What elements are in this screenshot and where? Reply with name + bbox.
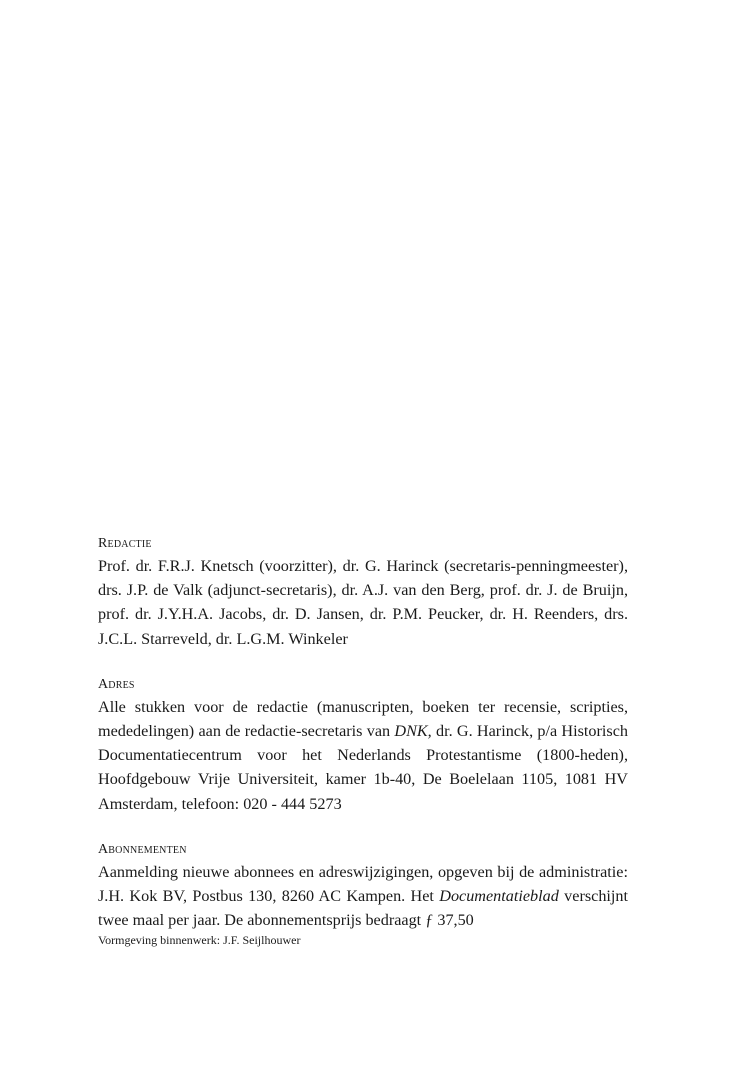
heading-redactie: Redactie	[98, 536, 152, 551]
section-redactie	[98, 534, 628, 651]
colophon-design-credit: Vormgeving binnenwerk: J.F. Seijlhouwer	[98, 933, 301, 947]
text-abonnementen	[98, 860, 628, 933]
heading-abonnementen: Abonnementen	[98, 841, 187, 857]
text-abonnementen-journal: Documentatieblad	[439, 887, 559, 906]
heading-adres: Adres	[98, 676, 135, 692]
text-adres-part2: dr. G. Harinck, p/a Historisch Documentatiecentrum voor het Nederlands Protestantisme (1800-heden), Hoofdgebouw Vrije Universiteit, kamer 1b-40, De Boelelaan 1105, 1081 HV Amsterdam, telefoon: 020 - 444 5273	[98, 722, 628, 813]
text-adres-journal: DNK,	[394, 722, 432, 741]
imprint-block	[98, 534, 628, 956]
text-adres-part1: Alle stukken voor de redactie (manuscripten, boeken ter recensie, scripties, mededelingen) aan de redactie-secretaris van	[98, 697, 628, 741]
section-abonnementen	[98, 840, 628, 933]
text-abonnementen-part1: Aanmelding nieuwe abonnees en adreswijzigingen, opgeven bij de administratie: J.H. Kok BV, Postbus 130, 8260 AC Kampen. Het	[98, 862, 628, 906]
text-redactie: Prof. dr. F.R.J. Knetsch (voorzitter), dr. G. Harinck (secretaris-penningmeester), drs. J.P. de Valk (adjunct-secretaris), dr. A.J. van den Berg, prof. dr. J. de Bruijn, prof. dr. J.Y.H.A. Jacobs, dr. D. Jansen, dr. P.M. Peucker, dr. H. Reenders, drs. J.C.L. Starreveld, dr. L.G.M. Winkeler	[98, 557, 628, 648]
section-adres	[98, 675, 628, 816]
text-abonnementen-part2: verschijnt twee maal per jaar. De abonnementsprijs bedraagt ƒ 37,50	[98, 887, 628, 930]
text-adres	[98, 695, 628, 816]
